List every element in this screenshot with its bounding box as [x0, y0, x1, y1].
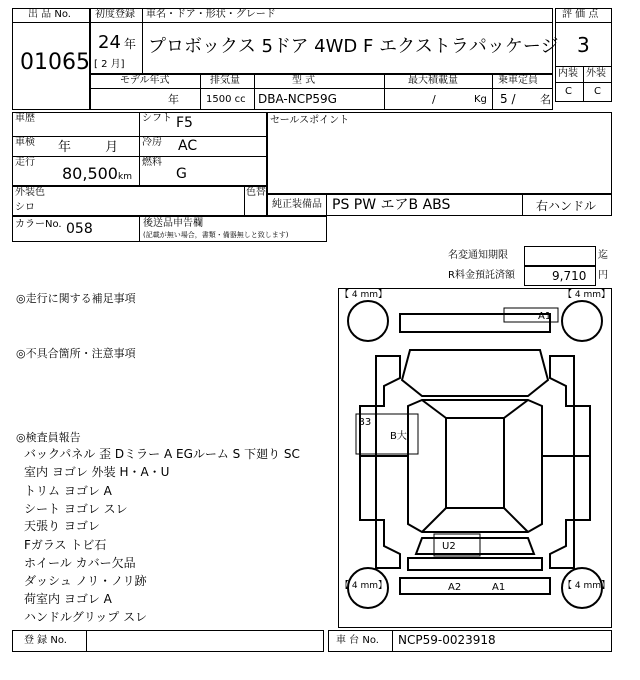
- max-load-value: /: [432, 93, 436, 106]
- sales-point-label: セールスポイント: [270, 115, 350, 126]
- cabin: [408, 400, 542, 532]
- exterior-label: 外装: [586, 68, 606, 79]
- hood: [402, 350, 548, 396]
- chassis-number-label: 車 台 No.: [336, 635, 379, 646]
- damage-mark-b-large: B大: [390, 431, 407, 442]
- roof: [446, 418, 504, 508]
- damage-mark-a1-rear: A1: [492, 582, 506, 593]
- type-value: DBA-NCP59G: [258, 92, 337, 106]
- report-line: トリム ヨゴレ A: [24, 484, 112, 498]
- displacement-value: 1500 cc: [206, 94, 246, 105]
- car-outline-diagram: [338, 288, 612, 628]
- front-right-wheel: [562, 301, 602, 341]
- name-change-label: 名変通知期限: [448, 250, 508, 261]
- name-change-unit: 迄: [598, 250, 608, 261]
- inspection-label: 車検: [15, 137, 35, 148]
- left-side-panel: [360, 356, 400, 568]
- right-side-panel: [550, 356, 590, 568]
- capacity-value: 5 /: [500, 92, 516, 106]
- handle-value: 右ハンドル: [536, 199, 597, 213]
- report-line: 室内 ヨゴレ 外装 H・A・U: [24, 465, 170, 479]
- type-label: 型 式: [292, 75, 316, 86]
- windshield: [422, 400, 528, 532]
- damage-mark-a1-front: A1: [538, 311, 552, 322]
- registration-number-label: 登 録 No.: [24, 635, 67, 646]
- registration-year-unit: 年: [124, 37, 137, 51]
- rear-bumper: [400, 578, 550, 594]
- report-line: ホイール カバー欠品: [24, 556, 136, 570]
- mileage-unit: km: [118, 172, 132, 182]
- capacity-unit: 名: [540, 93, 551, 106]
- front-bumper: [400, 311, 552, 332]
- report-line: 荷室内 ヨゴレ A: [24, 592, 112, 606]
- score-value: 3: [577, 33, 590, 57]
- fuel-label: 燃料: [142, 157, 162, 168]
- shift-label: シフト: [142, 113, 172, 124]
- defects-label: ◎不具合箇所・注意事項: [16, 347, 136, 360]
- color-number-label: カラーNo.: [15, 219, 62, 230]
- max-load-label: 最大積載量: [408, 75, 458, 86]
- report-line: 天張り ヨゴレ: [24, 519, 100, 533]
- score-label: 評 価 点: [562, 9, 599, 20]
- tread-depth-rear-left: 【 4 mm】: [340, 581, 387, 591]
- ac-label: 冷房: [142, 137, 162, 148]
- model-year-unit: 年: [168, 93, 179, 106]
- damage-mark-u2: U2: [442, 541, 456, 552]
- recycle-unit: 円: [598, 270, 608, 281]
- damage-mark-b3: B3: [358, 417, 372, 428]
- repaint-label: 色替: [246, 187, 266, 198]
- tread-depth-front-right: 【 4 mm】: [563, 290, 610, 300]
- exterior-color-value: シロ: [15, 202, 35, 213]
- displacement-label: 排気量: [210, 75, 240, 86]
- inspector-report-label: ◎検査員報告: [16, 431, 81, 444]
- chassis-number-value: NCP59-0023918: [398, 633, 496, 647]
- exterior-color-label: 外装色: [15, 187, 45, 198]
- tread-depth-rear-right: 【 4 mm】: [563, 581, 610, 591]
- max-load-unit: Kg: [474, 94, 487, 105]
- recycle-label: R料金預託済額: [448, 270, 515, 281]
- model-year-label: モデル年式: [120, 75, 170, 86]
- report-line: ダッシュ ノリ・ノリ跡: [24, 574, 147, 588]
- car-name: プロボックス 5ドア 4WD F エクストラパッケージ: [148, 36, 559, 57]
- lot-number: 01065: [20, 50, 90, 75]
- exterior-color-box: [12, 186, 267, 216]
- equipment-label: 純正装備品: [272, 199, 322, 210]
- interior-label: 内装: [558, 68, 578, 79]
- history-label: 車歴: [15, 113, 35, 124]
- capacity-label: 乗車定員: [498, 75, 538, 86]
- car-name-label: 車名・ドア・形状・グレード: [146, 9, 276, 20]
- inspection-value: 年 月: [58, 140, 119, 155]
- tailgate: [408, 558, 542, 570]
- name-change-field: [524, 246, 596, 266]
- shift-value: F5: [176, 115, 193, 131]
- driving-remarks-label: ◎走行に関する補足事項: [16, 292, 136, 305]
- tread-depth-front-left: 【 4 mm】: [340, 290, 387, 300]
- mileage-label: 走行: [15, 157, 35, 168]
- report-line: シート ヨゴレ スレ: [24, 502, 128, 516]
- first-registration-label: 初度登録: [95, 9, 135, 20]
- exterior-grade: C: [594, 86, 601, 97]
- equipment-value: PS PW エアB ABS: [332, 197, 451, 213]
- front-left-wheel: [348, 301, 388, 341]
- registration-month: [ 2 月]: [94, 59, 125, 70]
- fuel-value: G: [176, 166, 187, 182]
- aftermarket-note: (記載が無い場合，書類・備器無しと致します): [143, 231, 289, 239]
- damage-mark-a2-rear: A2: [448, 582, 462, 593]
- lot-number-label: 出 品 No.: [28, 9, 71, 20]
- report-line: ハンドルグリップ スレ: [24, 610, 148, 624]
- report-line: Fガラス トビ石: [24, 538, 107, 552]
- color-number-value: 058: [66, 221, 93, 237]
- ac-value: AC: [178, 138, 198, 154]
- interior-grade: C: [565, 86, 572, 97]
- aftermarket-label: 後送品申告欄: [143, 218, 203, 229]
- recycle-value: 9,710: [552, 269, 587, 283]
- report-line: バックパネル 歪 Dミラー A EGルーム S 下廻り SC: [24, 447, 300, 461]
- mileage-value: 80,500: [62, 164, 118, 183]
- registration-year: 24: [98, 32, 121, 53]
